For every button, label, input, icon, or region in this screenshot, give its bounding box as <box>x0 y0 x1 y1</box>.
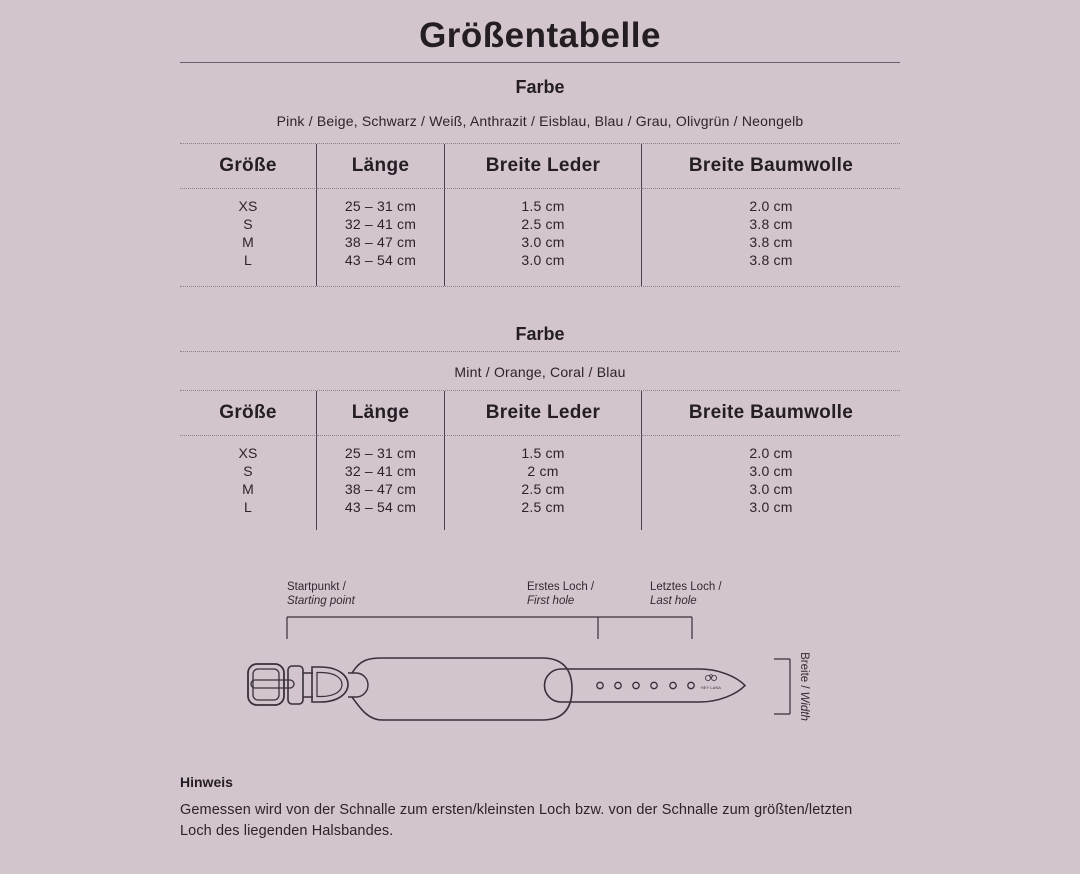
letztes-loch-label-en: Last hole <box>650 595 697 607</box>
content-column <box>180 0 900 530</box>
table-cell: 38 – 47 cm <box>317 233 445 251</box>
farbe-heading-1: Farbe <box>515 77 565 97</box>
table-cell: 1.5 cm <box>445 189 642 215</box>
table-cell: 43 – 54 cm <box>317 251 445 269</box>
table-cell: 25 – 31 cm <box>317 189 445 215</box>
column-header: Breite Leder <box>445 144 642 189</box>
table-spacer <box>317 269 445 286</box>
letztes-loch-label-de: Letztes Loch / <box>650 581 722 593</box>
table-cell: M <box>180 233 317 251</box>
collar-body <box>352 658 572 720</box>
column-header: Breite Baumwolle <box>642 144 900 189</box>
strap-holes <box>597 682 694 688</box>
table-cell: M <box>180 480 317 498</box>
table-spacer <box>317 516 445 530</box>
table-cell: 3.8 cm <box>749 252 793 268</box>
page-title: Größentabelle <box>419 16 661 55</box>
width-label: Breite /Width <box>798 652 810 721</box>
bottom-white-strip <box>0 874 1080 880</box>
collar-measurement-diagram <box>0 572 1080 752</box>
table-spacer <box>642 269 900 286</box>
table-cell: 32 – 41 cm <box>317 215 445 233</box>
color-list-2: Mint / Orange, Coral / Blau <box>180 352 900 391</box>
column-header: Breite Leder <box>445 391 642 436</box>
table-cell: 3.0 cm <box>749 499 793 515</box>
note-heading: Hinweis <box>180 774 233 790</box>
table-cell: 2.0 cm <box>749 445 793 461</box>
table-cell: L <box>180 251 317 269</box>
table-cell: 3.0 cm <box>445 251 642 269</box>
farbe-heading-2: Farbe <box>180 287 900 352</box>
table-cell: S <box>180 215 317 233</box>
length-bracket <box>287 617 692 639</box>
note-section <box>180 774 930 842</box>
note-body: Gemessen wird von der Schnalle zum ersten/kleinsten Loch bzw. von der Schnalle zum größten/letzten Loch des liegenden Halsbandes. <box>180 802 853 839</box>
brand-logo-text: HEY LANA <box>700 686 722 690</box>
table-cell: 2.5 cm <box>445 498 642 516</box>
size-table-2 <box>180 391 900 530</box>
table-cell: L <box>180 498 317 516</box>
size-table-1 <box>180 143 900 287</box>
column-header: Länge <box>317 144 445 189</box>
table-spacer <box>180 269 317 286</box>
table-cell: 38 – 47 cm <box>317 480 445 498</box>
table-cell: 32 – 41 cm <box>317 462 445 480</box>
table-cell: S <box>180 462 317 480</box>
collar-drawing <box>248 658 745 720</box>
width-bracket <box>774 659 790 714</box>
erstes-loch-label-en: First hole <box>527 595 575 607</box>
brand-logo-icon <box>705 675 716 681</box>
table-cell: 3.0 cm <box>749 463 793 479</box>
column-header: Größe <box>180 391 317 436</box>
table-cell: XS <box>180 436 317 462</box>
startpunkt-label-en: Starting point <box>287 595 355 607</box>
table-cell: XS <box>180 189 317 215</box>
table-cell: 3.0 cm <box>749 481 793 497</box>
table-cell: 43 – 54 cm <box>317 498 445 516</box>
column-header: Breite Baumwolle <box>642 391 900 436</box>
table-cell: 3.8 cm <box>749 234 793 250</box>
table-spacer <box>180 516 317 530</box>
table-cell: 2.5 cm <box>445 480 642 498</box>
table-spacer <box>642 516 900 530</box>
column-header: Länge <box>317 391 445 436</box>
table-cell: 2 cm <box>445 462 642 480</box>
table-cell: 2.0 cm <box>749 198 793 214</box>
color-list-1: Pink / Beige, Schwarz / Weiß, Anthrazit / Eisblau, Blau / Grau, Olivgrün / Neongelb <box>276 113 804 129</box>
keeper-loop <box>288 666 303 704</box>
title-divider <box>180 62 900 63</box>
table-spacer <box>445 269 642 286</box>
table-cell: 3.0 cm <box>445 233 642 251</box>
table-cell: 1.5 cm <box>445 436 642 462</box>
table-cell: 25 – 31 cm <box>317 436 445 462</box>
table-cell: 3.8 cm <box>749 216 793 232</box>
table-cell: 2.5 cm <box>445 215 642 233</box>
erstes-loch-label-de: Erstes Loch / <box>527 581 595 593</box>
table-spacer <box>445 516 642 530</box>
column-header: Größe <box>180 144 317 189</box>
startpunkt-label-de: Startpunkt / <box>287 581 346 593</box>
